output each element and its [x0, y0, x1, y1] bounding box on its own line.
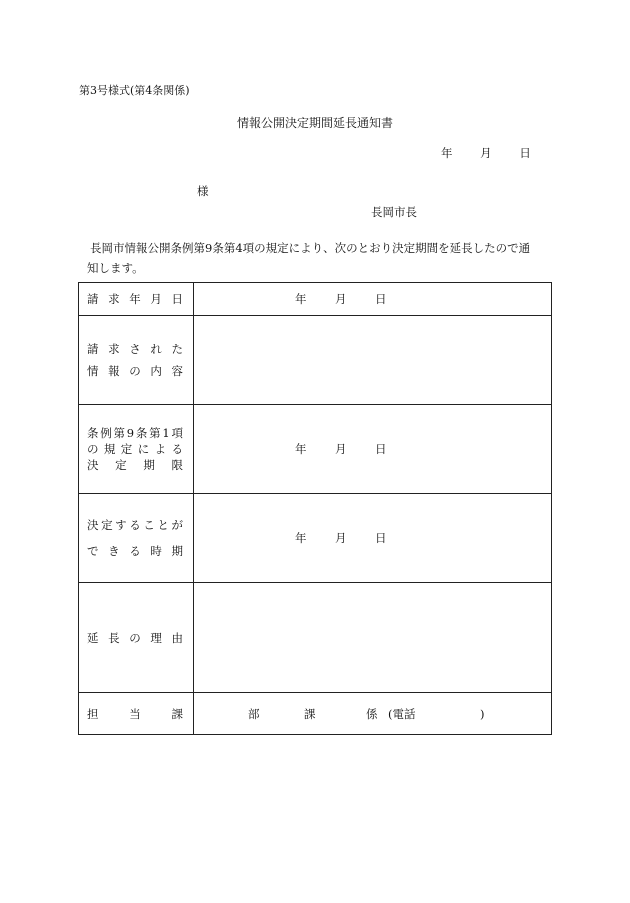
kakari-mark: 係	[366, 706, 378, 721]
label-request-date: 請求年月日	[79, 283, 194, 316]
issuer: 長岡市長	[371, 205, 417, 219]
table-row	[79, 583, 552, 693]
date-day: 日	[519, 146, 531, 160]
day-mark: 日	[375, 442, 387, 456]
day-mark: 日	[375, 292, 387, 306]
month-mark: 月	[335, 292, 347, 306]
date-month: 月	[480, 146, 492, 160]
table-row	[79, 283, 552, 316]
notice-table	[78, 282, 552, 735]
phone-close: )	[480, 706, 485, 721]
year-mark: 年	[295, 292, 307, 306]
value-department[interactable]	[194, 693, 552, 735]
value-possible-decision-time[interactable]	[194, 494, 552, 583]
value-requested-info[interactable]	[194, 316, 552, 405]
table-row	[79, 405, 552, 494]
document-title: 情報公開決定期間延長通知書	[236, 116, 393, 130]
body-line-2: 知します。	[87, 261, 144, 275]
phone-open: (電話	[388, 706, 416, 721]
year-mark: 年	[295, 531, 307, 545]
body-text	[87, 238, 560, 278]
body-line-1: 長岡市情報公開条例第9条第4項の規定により、次のとおり決定期間を延長したので通	[90, 241, 531, 255]
label-possible-decision-time: 決定することが できる時期	[79, 494, 194, 583]
value-extension-reason[interactable]	[194, 583, 552, 693]
notice-date	[441, 145, 531, 161]
month-mark: 月	[335, 442, 347, 456]
date-year: 年	[441, 146, 453, 160]
year-mark: 年	[295, 442, 307, 456]
form-code: 第3号様式(第4条関係)	[79, 84, 190, 97]
table-row	[79, 316, 552, 405]
label-department: 担当課	[79, 693, 194, 735]
bu-mark: 部	[248, 706, 260, 721]
table-row	[79, 693, 552, 735]
value-request-date[interactable]	[194, 283, 552, 316]
table-row	[79, 494, 552, 583]
month-mark: 月	[335, 531, 347, 545]
label-requested-info: 請求された 情報の内容	[79, 316, 194, 405]
ka-mark: 課	[304, 706, 316, 721]
label-decision-deadline: 条例第9条第1項 の規定による 決定期限	[79, 405, 194, 494]
label-extension-reason: 延長の理由	[79, 583, 194, 693]
addressee-suffix: 様	[197, 184, 209, 198]
value-decision-deadline[interactable]	[194, 405, 552, 494]
day-mark: 日	[375, 531, 387, 545]
